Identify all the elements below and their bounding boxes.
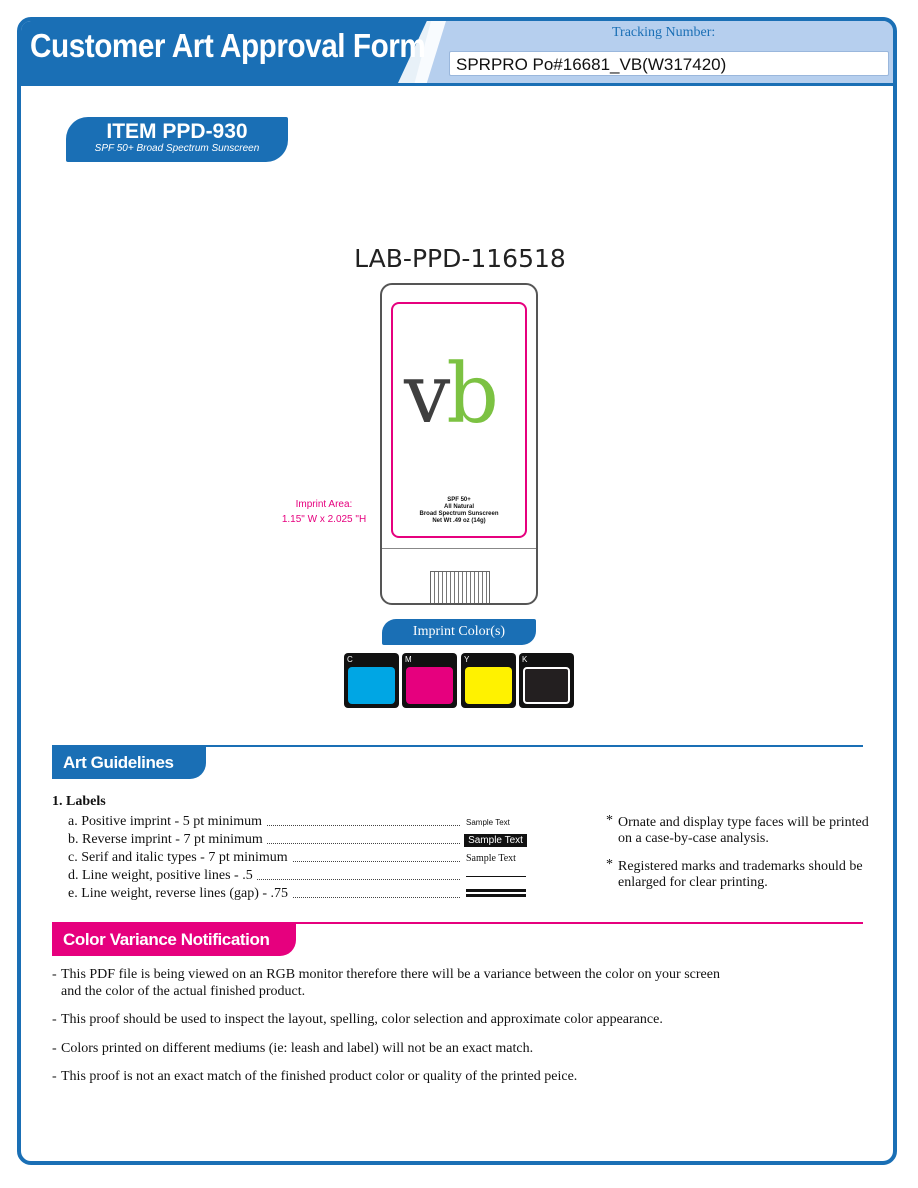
sample-reverse: Sample Text — [464, 834, 527, 847]
note-marker: * — [606, 813, 613, 828]
label-line: SPF 50+ — [447, 497, 471, 503]
variance-text: This proof is not an exact match of the finished product color or quality of the printed peice. — [61, 1069, 578, 1084]
tracking-number-field[interactable]: SPRPRO Po#16681_VB(W317420) — [449, 51, 889, 76]
variance-text: This PDF file is being viewed on an RGB monitor therefore there will be a variance between the color on your screen and the color of the actual finished product. — [61, 967, 720, 999]
item-code: ITEM PPD-930 — [106, 120, 248, 143]
art-guidelines-title: Art Guidelines — [52, 747, 206, 779]
label-line: Broad Spectrum Sunscreen — [419, 511, 499, 517]
variance-dash: - — [52, 967, 57, 982]
variance-dash: - — [52, 1012, 57, 1027]
swatch-letter: C — [347, 655, 353, 664]
swatch-letter: M — [405, 655, 412, 664]
labels-heading: 1. Labels — [52, 794, 106, 809]
swatch-letter: Y — [464, 655, 470, 664]
label-line: Net Wt .49 oz (14g) — [432, 518, 486, 524]
imprint-area-size: 1.15" W x 2.025 "H — [281, 514, 367, 525]
logo-letter-v: v — [404, 347, 447, 442]
color-variance-title: Color Variance Notification — [52, 924, 296, 956]
lab-code: LAB-PPD-116518 — [354, 244, 566, 273]
label-line: All Natural — [443, 504, 474, 510]
item-subtitle: SPF 50+ Broad Spectrum Sunscreen — [94, 143, 260, 154]
guideline-text: e. Line weight, reverse lines (gap) - .75 — [68, 886, 292, 901]
form-frame — [17, 17, 897, 1165]
guideline-text: d. Line weight, positive lines - .5 — [68, 868, 257, 883]
variance-text: Colors printed on different mediums (ie: leash and label) will not be an exact match. — [61, 1041, 534, 1056]
variance-dash: - — [52, 1069, 57, 1084]
imprint-area-label: Imprint Area: — [295, 499, 353, 510]
variance-dash: - — [52, 1041, 57, 1056]
variance-text: This proof should be used to inspect the layout, spelling, color selection and approximate color appearance. — [61, 1012, 663, 1027]
sample-positive: Sample Text — [466, 818, 510, 827]
form-title: Customer Art Approval Form — [30, 27, 426, 64]
swatch-letter: K — [522, 655, 528, 664]
guideline-text: b. Reverse imprint - 7 pt minimum — [68, 832, 267, 847]
note-marker: * — [606, 857, 613, 872]
imprint-colors-tab: Imprint Color(s) — [382, 619, 536, 645]
guideline-text: a. Positive imprint - 5 pt minimum — [68, 814, 266, 829]
guideline-text: c. Serif and italic types - 7 pt minimum — [68, 850, 292, 865]
sample-serif: Sample Text — [466, 853, 516, 864]
logo-letter-b: b — [446, 347, 495, 442]
note-text: Ornate and display type faces will be printed on a case-by-case analysis. — [618, 815, 869, 846]
tracking-number-label: Tracking Number: — [612, 25, 716, 40]
note-text: Registered marks and trademarks should be enlarged for clear printing. — [618, 859, 863, 890]
